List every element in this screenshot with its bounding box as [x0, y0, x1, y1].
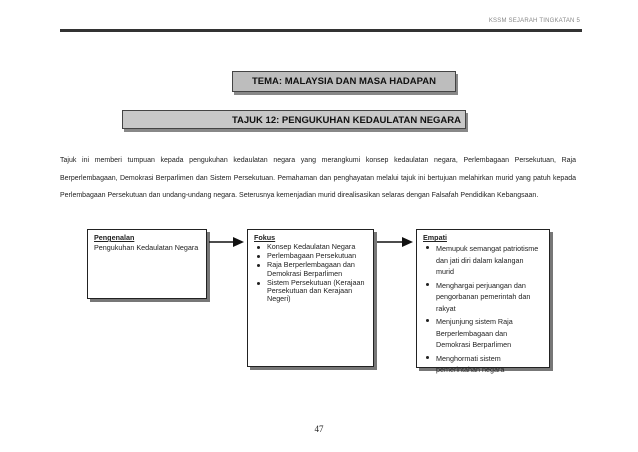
list-item: Sistem Persekutuan (Kerajaan Persekutuan dan Kerajaan Negeri) — [254, 279, 367, 304]
list-item: Konsep Kedaulatan Negara — [254, 243, 367, 251]
list-item: Menghormati sistem pemerintahan negara — [423, 353, 543, 376]
intro-paragraph: Tajuk ini memberi tumpuan kepada pengukuhan kedaulatan negara yang merangkumi konsep kedaulatan negara, Perlembagaan Persekutuan, Raja Berperlembagaan, Demokrasi Berparlimen dan Sistem Persekutuan. Pemahaman dan penghayatan melalui tajuk ini bertujuan melahirkan murid yang patuh kepada Perlembagaan Persekutuan dan undang-undang negara. Seterusnya kemenjadian murid direalisasikan selaras dengan Falsafah Pendidikan Kebangsaan. — [60, 157, 576, 199]
list-item: Perlembagaan Persekutuan — [254, 252, 367, 260]
list-item: Menghargai perjuangan dan pengorbanan pemerintah dan rakyat — [423, 280, 543, 315]
empati-box — [416, 229, 550, 374]
fokus-list — [254, 243, 367, 303]
header-divider — [60, 29, 582, 32]
fokus-heading: Fokus — [254, 233, 276, 242]
page-number: 47 — [314, 424, 324, 434]
list-item: Memupuk semangat patriotisme dan jati diri dalam kalangan murid — [423, 243, 543, 278]
pengenalan-body: Pengukuhan Kedaulatan Negara — [94, 243, 199, 252]
empati-list — [423, 243, 543, 376]
topic-title-box: TAJUK 12: PENGUKUHAN KEDAULATAN NEGARA — [122, 110, 466, 129]
document-header: KSSM SEJARAH TINGKATAN 5 — [488, 18, 580, 24]
fokus-box — [247, 229, 374, 367]
right-arrow-icon — [209, 235, 245, 249]
pengenalan-heading: Pengenalan — [94, 233, 135, 242]
list-item: Menjunjung sistem Raja Berperlembagaan dan Demokrasi Berparlimen — [423, 316, 543, 351]
list-item: Raja Berperlembagaan dan Demokrasi Berparlimen — [254, 261, 367, 277]
empati-heading: Empati — [423, 233, 447, 242]
theme-title-box: TEMA: MALAYSIA DAN MASA HADAPAN — [232, 71, 456, 92]
pengenalan-box — [87, 229, 207, 299]
right-arrow-icon — [377, 235, 414, 249]
